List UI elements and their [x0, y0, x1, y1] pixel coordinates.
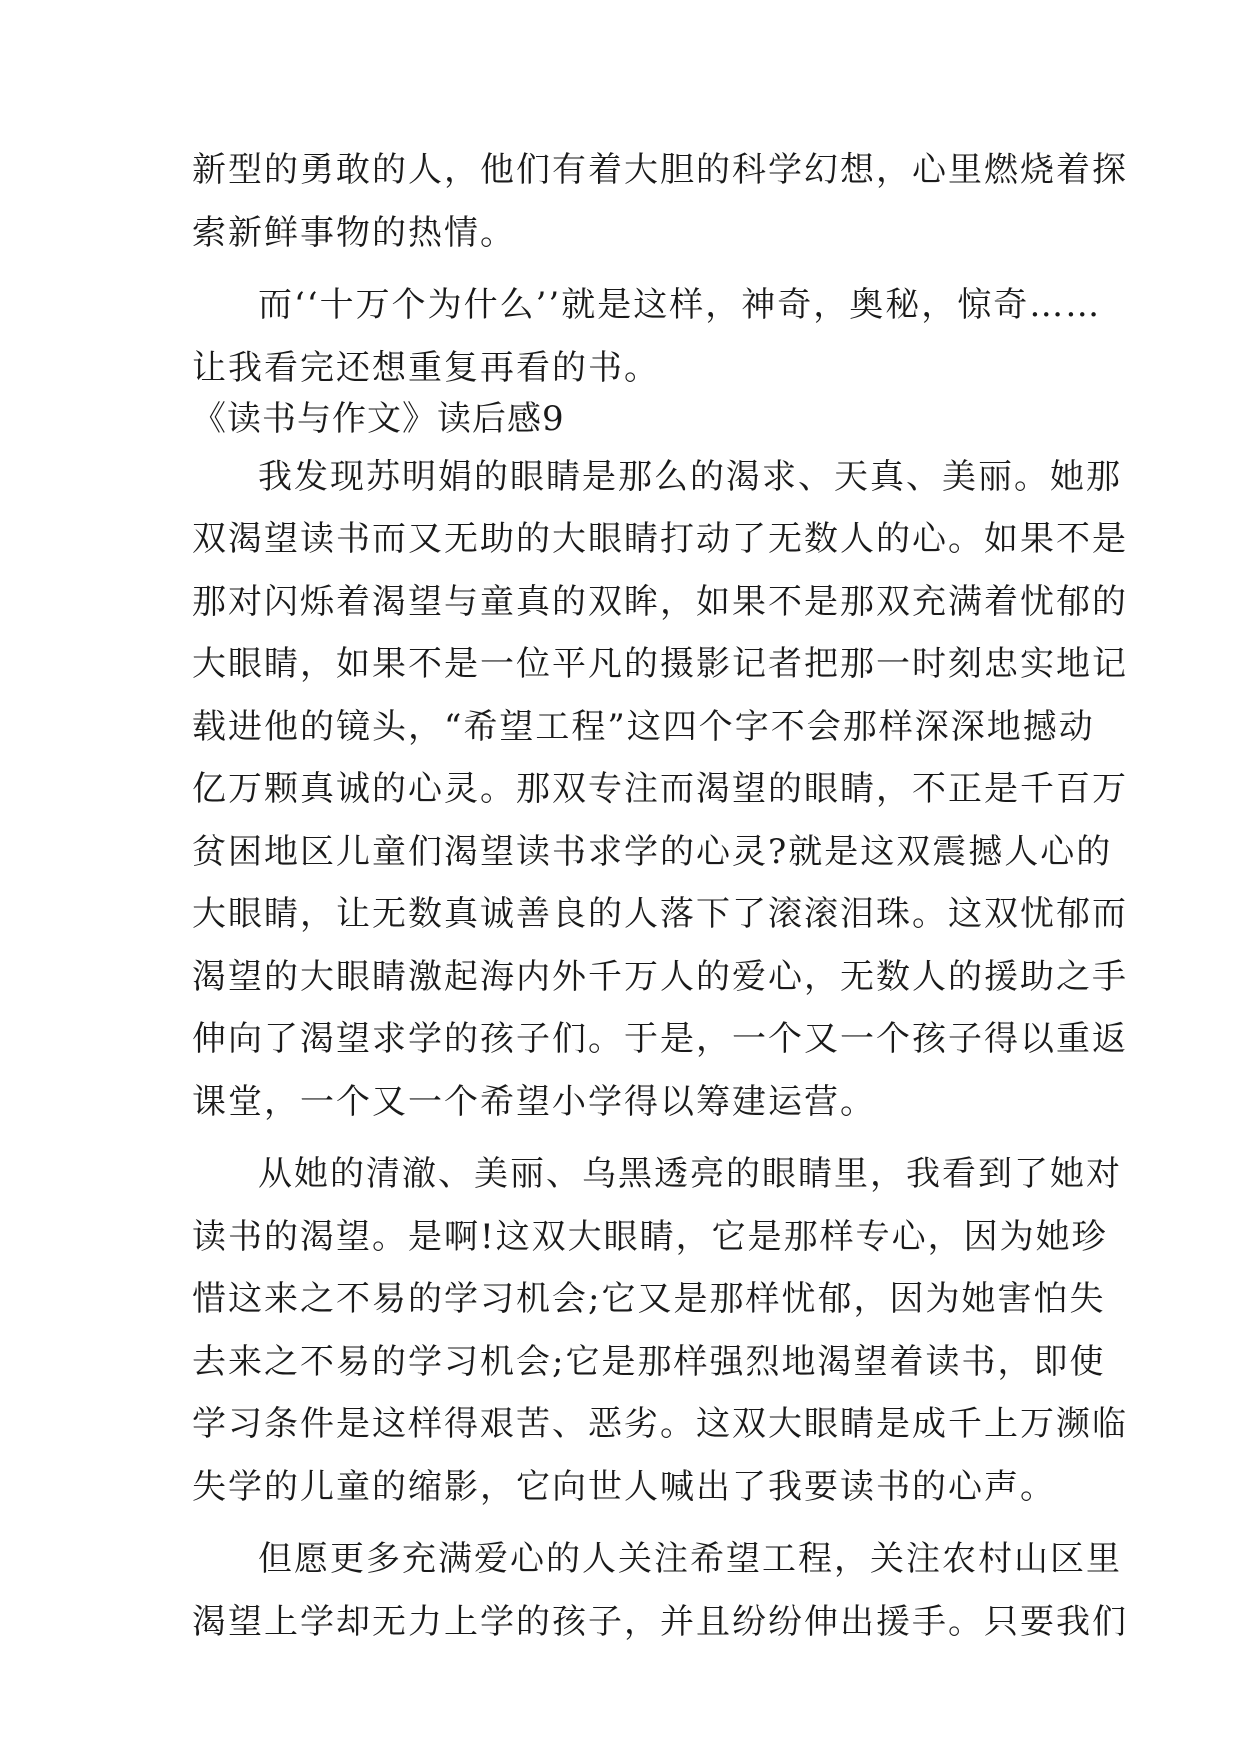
text-line: 渴望的大眼睛激起海内外千万人的爱心，无数人的援助之手: [192, 957, 1128, 997]
text-line: 索新鲜事物的热情。: [192, 213, 516, 253]
text-line: 从她的清澈、美丽、乌黑透亮的眼睛里，我看到了她对: [258, 1154, 1122, 1194]
text-line: 而‘‘十万个为什么’’就是这样，神奇，奥秘，惊奇……: [258, 285, 1102, 325]
text-line: 惜这来之不易的学习机会;它又是那样忧郁，因为她害怕失: [192, 1279, 1106, 1319]
text-line: 贫困地区儿童们渴望读书求学的心灵?就是这双震撼人心的: [192, 832, 1113, 872]
text-line: 学习条件是这样得艰苦、恶劣。这双大眼睛是成千上万濒临: [192, 1404, 1128, 1444]
text-line: 大眼睛，如果不是一位平凡的摄影记者把那一时刻忠实地记: [192, 644, 1128, 684]
text-line: 课堂，一个又一个希望小学得以筹建运营。: [192, 1082, 876, 1122]
text-line: 亿万颗真诚的心灵。那双专注而渴望的眼睛，不正是千百万: [192, 769, 1128, 809]
text-line: 失学的儿童的缩影，它向世人喊出了我要读书的心声。: [192, 1467, 1056, 1507]
text-line: 但愿更多充满爱心的人关注希望工程，关注农村山区里: [258, 1539, 1122, 1579]
text-line: 那对闪烁着渴望与童真的双眸，如果不是那双充满着忧郁的: [192, 582, 1128, 622]
text-line: 伸向了渴望求学的孩子们。于是，一个又一个孩子得以重返: [192, 1019, 1128, 1059]
text-line: 去来之不易的学习机会;它是那样强烈地渴望着读书，即使: [192, 1342, 1106, 1382]
text-line: 双渴望读书而又无助的大眼睛打动了无数人的心。如果不是: [192, 519, 1128, 559]
text-line: 渴望上学却无力上学的孩子，并且纷纷伸出援手。只要我们: [192, 1602, 1128, 1642]
text-line: 新型的勇敢的人，他们有着大胆的科学幻想，心里燃烧着探: [192, 150, 1128, 190]
text-line: 载进他的镜头，“希望工程”这四个字不会那样深深地撼动: [192, 707, 1095, 747]
text-line: 让我看完还想重复再看的书。: [192, 348, 660, 388]
text-line: 读书的渴望。是啊!这双大眼睛，它是那样专心，因为她珍: [192, 1217, 1108, 1257]
text-line: 大眼睛，让无数真诚善良的人落下了滚滚泪珠。这双忧郁而: [192, 894, 1128, 934]
section-heading: 《读书与作文》读后感9: [192, 399, 565, 439]
text-line: 我发现苏明娟的眼睛是那么的渴求、天真、美丽。她那: [258, 457, 1122, 497]
